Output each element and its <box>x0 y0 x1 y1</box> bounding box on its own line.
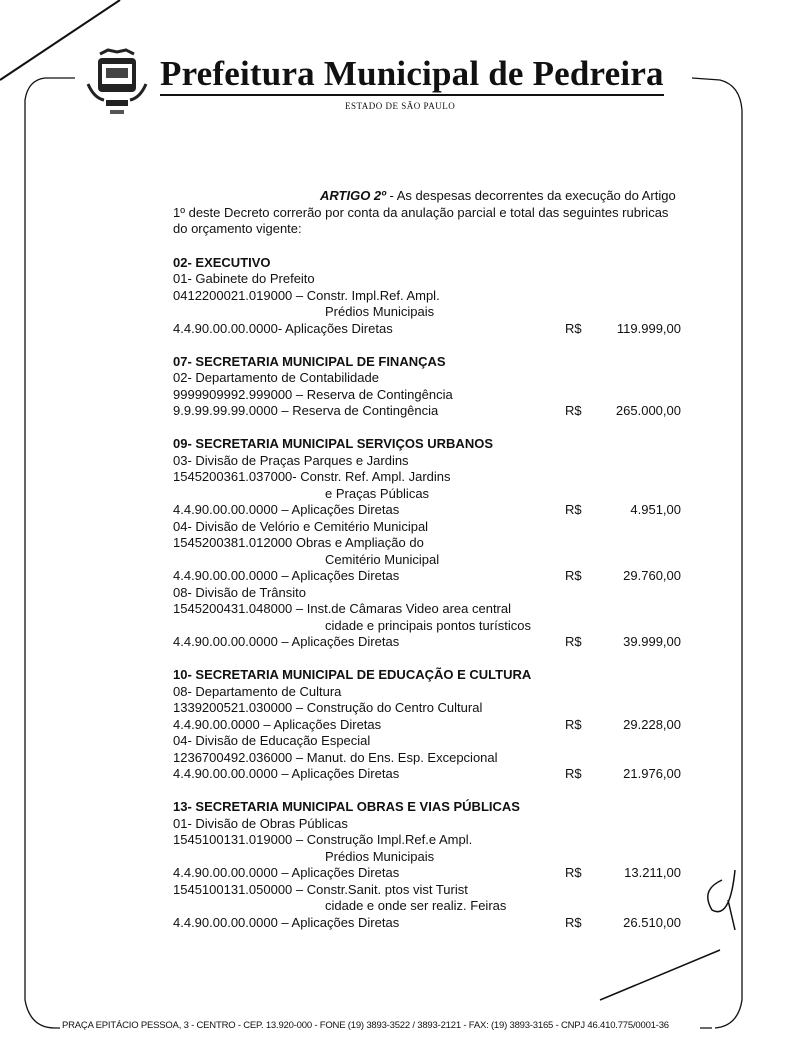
budget-section <box>173 354 685 420</box>
budget-line <box>173 453 685 470</box>
line-text: Cemitério Municipal <box>325 551 440 567</box>
line-text: 13- SECRETARIA MUNICIPAL OBRAS E VIAS PÚBLICAS <box>173 799 520 814</box>
decree-body <box>173 188 685 948</box>
line-text: 1339200521.030000 – Construção do Centro Cultural <box>173 700 483 715</box>
budget-line <box>173 898 685 915</box>
line-text: cidade e onde ser realiz. Feiras <box>325 898 507 913</box>
budget-line <box>173 915 685 932</box>
initials-mark <box>708 870 735 930</box>
budget-section <box>173 799 685 931</box>
line-text: 4.4.90.00.00.0000 – Aplicações Diretas <box>173 634 400 649</box>
amount-value: 39.999,00 <box>623 634 681 649</box>
amount-value: 21.976,00 <box>623 766 681 781</box>
budget-line <box>173 882 685 899</box>
budget-line <box>173 552 685 569</box>
budget-line <box>173 849 685 866</box>
article-label: ARTIGO 2º <box>320 188 386 203</box>
currency-symbol: R$ <box>565 320 582 336</box>
currency-symbol: R$ <box>565 716 582 732</box>
line-text: 9.9.99.99.99.0000 – Reserva de Contingência <box>173 403 439 418</box>
budget-line <box>173 750 685 767</box>
budget-line <box>173 865 685 882</box>
amount-value: 4.951,00 <box>630 502 681 517</box>
budget-line <box>173 585 685 602</box>
budget-line <box>173 304 685 321</box>
line-text: 4.4.90.00.00.0000 – Aplicações Diretas <box>173 766 400 781</box>
budget-line <box>173 288 685 305</box>
currency-symbol: R$ <box>565 766 582 781</box>
line-text: 10- SECRETARIA MUNICIPAL DE EDUCAÇÃO E CULTURA <box>173 667 532 682</box>
currency-symbol: R$ <box>565 502 582 517</box>
line-text: 08- Divisão de Trânsito <box>173 584 306 600</box>
line-text: 0412200021.019000 – Constr. Impl.Ref. Ampl. <box>173 287 440 303</box>
line-text: 1545100131.050000 – Constr.Sanit. ptos vist Turist <box>173 881 468 897</box>
municipal-crest-logo <box>84 48 150 120</box>
article-intro <box>173 188 685 238</box>
article-text: - As despesas decorrentes da execução do Artigo 1º deste Decreto correrão por conta da anulação parcial e total das seguintes rubricas do orçamento vigente: <box>173 188 676 236</box>
budget-line <box>173 321 685 338</box>
line-text: 9999909992.999000 – Reserva de Contingência <box>173 386 453 402</box>
budget-section <box>173 667 685 783</box>
budget-line <box>173 568 685 585</box>
amount-value: 26.510,00 <box>623 914 681 930</box>
currency-symbol: R$ <box>565 865 582 880</box>
budget-line <box>173 601 685 618</box>
line-text: 04- Divisão de Educação Especial <box>173 733 371 748</box>
budget-line <box>173 816 685 833</box>
line-text: 4.4.90.00.00.0000 – Aplicações Diretas <box>173 914 400 930</box>
line-text: 1545200361.037000- Constr. Ref. Ampl. Jardins <box>173 469 451 484</box>
line-text: 07- SECRETARIA MUNICIPAL DE FINANÇAS <box>173 353 446 369</box>
line-text: e Praças Públicas <box>325 485 430 501</box>
line-text: 02- EXECUTIVO <box>173 254 271 270</box>
footer-address: PRAÇA EPITÁCIO PESSOA, 3 - CENTRO - CEP. 13.920-000 - FONE (19) 3893-3522 / 3893-2121 - FAX: (19) 3893-3165 - CNPJ 46.410.775/0001-36 <box>62 1020 669 1031</box>
budget-line <box>173 700 685 717</box>
section-heading <box>173 799 685 816</box>
currency-symbol: R$ <box>565 568 582 583</box>
line-text: 4.4.90.00.00.0000 – Aplicações Diretas <box>173 568 400 583</box>
amount-value: 265.000,00 <box>615 403 681 418</box>
line-text: 4.4.90.00.00.0000 – Aplicações Diretas <box>173 865 400 880</box>
section-heading <box>173 667 685 684</box>
currency-symbol: R$ <box>565 914 582 930</box>
line-text: Prédios Municipais <box>325 848 435 864</box>
line-text: Prédios Municipais <box>325 304 435 319</box>
amount-value: 29.760,00 <box>623 568 681 583</box>
budget-line <box>173 733 685 750</box>
line-text: 08- Departamento de Cultura <box>173 683 342 699</box>
budget-line <box>173 469 685 486</box>
budget-sections <box>173 255 685 932</box>
budget-line <box>173 832 685 849</box>
budget-line <box>173 403 685 420</box>
budget-section <box>173 255 685 338</box>
budget-section <box>173 436 685 651</box>
line-text: 01- Divisão de Obras Públicas <box>173 815 348 831</box>
budget-line <box>173 634 685 651</box>
budget-line <box>173 271 685 288</box>
budget-line <box>173 618 685 635</box>
state-subtitle: ESTADO DE SÃO PAULO <box>345 101 456 111</box>
line-text: 1236700492.036000 – Manut. do Ens. Esp. Excepcional <box>173 749 498 765</box>
amount-value: 29.228,00 <box>623 716 681 732</box>
line-text: 1545200431.048000 – Inst.de Câmaras Video area central <box>173 601 512 616</box>
amount-value: 13.211,00 <box>624 865 681 880</box>
line-text: 04- Divisão de Velório e Cemitério Municipal <box>173 518 429 534</box>
line-text: 4.4.90.00.00.0000- Aplicações Diretas <box>173 320 393 336</box>
line-text: 4.4.90.00.00.0000 – Aplicações Diretas <box>173 502 400 517</box>
currency-symbol: R$ <box>565 403 582 418</box>
budget-line <box>173 535 685 552</box>
line-text: 1545200381.012000 Obras e Ampliação do <box>173 535 424 550</box>
budget-line <box>173 502 685 519</box>
budget-line <box>173 766 685 783</box>
section-heading <box>173 255 685 272</box>
line-text: 03- Divisão de Praças Parques e Jardins <box>173 452 409 468</box>
amount-value: 119.999,00 <box>616 320 681 336</box>
line-text: 4.4.90.00.0000 – Aplicações Diretas <box>173 716 382 732</box>
line-text: 02- Departamento de Contabilidade <box>173 370 379 385</box>
page-title: Prefeitura Municipal de Pedreira <box>160 54 664 96</box>
budget-line <box>173 387 685 404</box>
line-text: 1545100131.019000 – Construção Impl.Ref.e Ampl. <box>173 832 473 847</box>
budget-line <box>173 370 685 387</box>
budget-line <box>173 717 685 734</box>
line-text: 01- Gabinete do Prefeito <box>173 271 315 286</box>
currency-symbol: R$ <box>565 634 582 649</box>
section-heading <box>173 436 685 453</box>
signature-stroke <box>600 950 720 1000</box>
line-text: cidade e principais pontos turísticos <box>325 617 531 633</box>
line-text: 09- SECRETARIA MUNICIPAL SERVIÇOS URBANOS <box>173 436 493 451</box>
section-heading <box>173 354 685 371</box>
budget-line <box>173 519 685 536</box>
budget-line <box>173 486 685 503</box>
budget-line <box>173 684 685 701</box>
